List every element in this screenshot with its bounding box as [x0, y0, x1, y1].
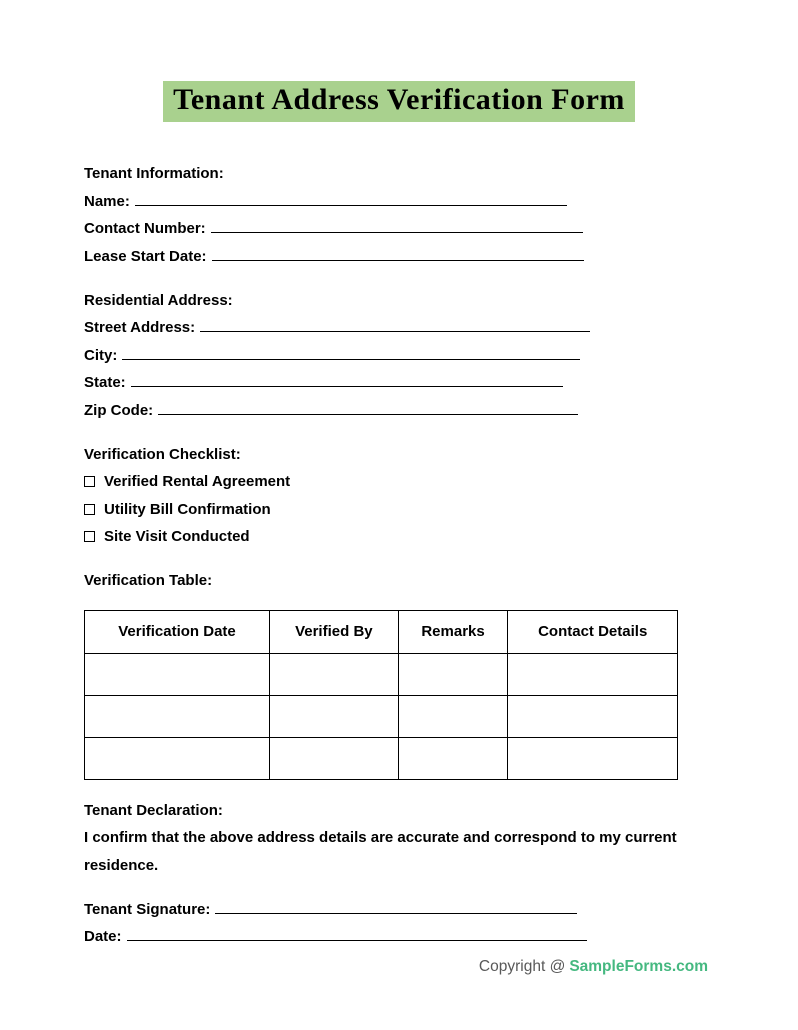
table-row — [85, 737, 678, 779]
table-row — [85, 653, 678, 695]
verification-table-heading: Verification Table: — [84, 572, 213, 589]
date-blank-line[interactable] — [127, 928, 587, 941]
table-cell[interactable] — [270, 737, 399, 779]
table-row — [85, 695, 678, 737]
contact-number-blank-line[interactable] — [211, 220, 583, 233]
city-field — [84, 342, 678, 370]
checklist-item-label: Site Visit Conducted — [104, 528, 250, 545]
city-label: City: — [84, 346, 118, 364]
zip-code-field — [84, 397, 678, 425]
verification-checklist-heading: Verification Checklist: — [84, 445, 241, 463]
state-label: State: — [84, 374, 126, 391]
zip-code-label: Zip Code: — [84, 401, 154, 419]
table-cell[interactable] — [398, 695, 508, 737]
empty-checkbox-icon[interactable] — [84, 504, 95, 515]
column-header-verified-by: Verified By — [270, 610, 399, 653]
residential-address-heading: Residential Address: — [84, 291, 233, 309]
table-cell[interactable] — [508, 653, 678, 695]
verification-table — [84, 610, 678, 780]
tenant-declaration-text: I confirm that the above address details are accurate and correspond to my current residence. — [84, 829, 677, 874]
name-field — [84, 188, 678, 216]
table-cell[interactable] — [85, 695, 270, 737]
title-row — [0, 81, 798, 122]
checklist-item-utility-bill-confirmation[interactable] — [84, 496, 678, 524]
state-blank-line[interactable] — [131, 374, 563, 387]
table-cell[interactable] — [85, 737, 270, 779]
street-address-field — [84, 314, 678, 342]
copyright-text: Copyright @ — [478, 958, 566, 975]
table-cell[interactable] — [508, 695, 678, 737]
column-header-remarks: Remarks — [398, 610, 508, 653]
tenant-information-heading: Tenant Information: — [84, 165, 224, 182]
table-header-row — [85, 610, 678, 653]
tenant-signature-field — [84, 896, 678, 924]
contact-number-label: Contact Number: — [84, 220, 206, 237]
checklist-item-site-visit-conducted[interactable] — [84, 523, 678, 551]
city-blank-line[interactable] — [122, 347, 580, 360]
table-cell[interactable] — [398, 653, 508, 695]
tenant-signature-label: Tenant Signature: — [84, 900, 211, 918]
checklist-item-verified-rental-agreement[interactable] — [84, 468, 678, 496]
table-cell[interactable] — [508, 737, 678, 779]
empty-checkbox-icon[interactable] — [84, 476, 95, 487]
name-blank-line[interactable] — [135, 193, 567, 206]
table-cell[interactable] — [270, 695, 399, 737]
empty-checkbox-icon[interactable] — [84, 531, 95, 542]
date-field — [84, 923, 678, 951]
checklist-item-label: Utility Bill Confirmation — [104, 500, 271, 518]
zip-code-blank-line[interactable] — [158, 402, 578, 415]
lease-start-date-blank-line[interactable] — [212, 248, 584, 261]
tenant-declaration-heading: Tenant Declaration: — [84, 801, 223, 819]
column-header-verification-date: Verification Date — [85, 610, 270, 653]
checklist-item-label: Verified Rental Agreement — [104, 473, 291, 490]
street-address-blank-line[interactable] — [200, 319, 590, 332]
footer — [479, 958, 708, 976]
state-field — [84, 369, 678, 397]
sampleforms-link[interactable]: SampleForms.com — [569, 958, 708, 975]
table-cell[interactable] — [270, 653, 399, 695]
column-header-contact-details: Contact Details — [508, 610, 678, 653]
lease-start-date-label: Lease Start Date: — [84, 247, 207, 265]
form-content — [84, 160, 678, 951]
street-address-label: Street Address: — [84, 319, 196, 336]
page-title: Tenant Address Verification Form — [163, 81, 635, 122]
name-label: Name: — [84, 192, 130, 210]
lease-start-date-field — [84, 243, 678, 271]
contact-number-field — [84, 215, 678, 243]
date-label: Date: — [84, 928, 122, 945]
table-cell[interactable] — [85, 653, 270, 695]
table-cell[interactable] — [398, 737, 508, 779]
tenant-signature-blank-line[interactable] — [215, 901, 577, 914]
